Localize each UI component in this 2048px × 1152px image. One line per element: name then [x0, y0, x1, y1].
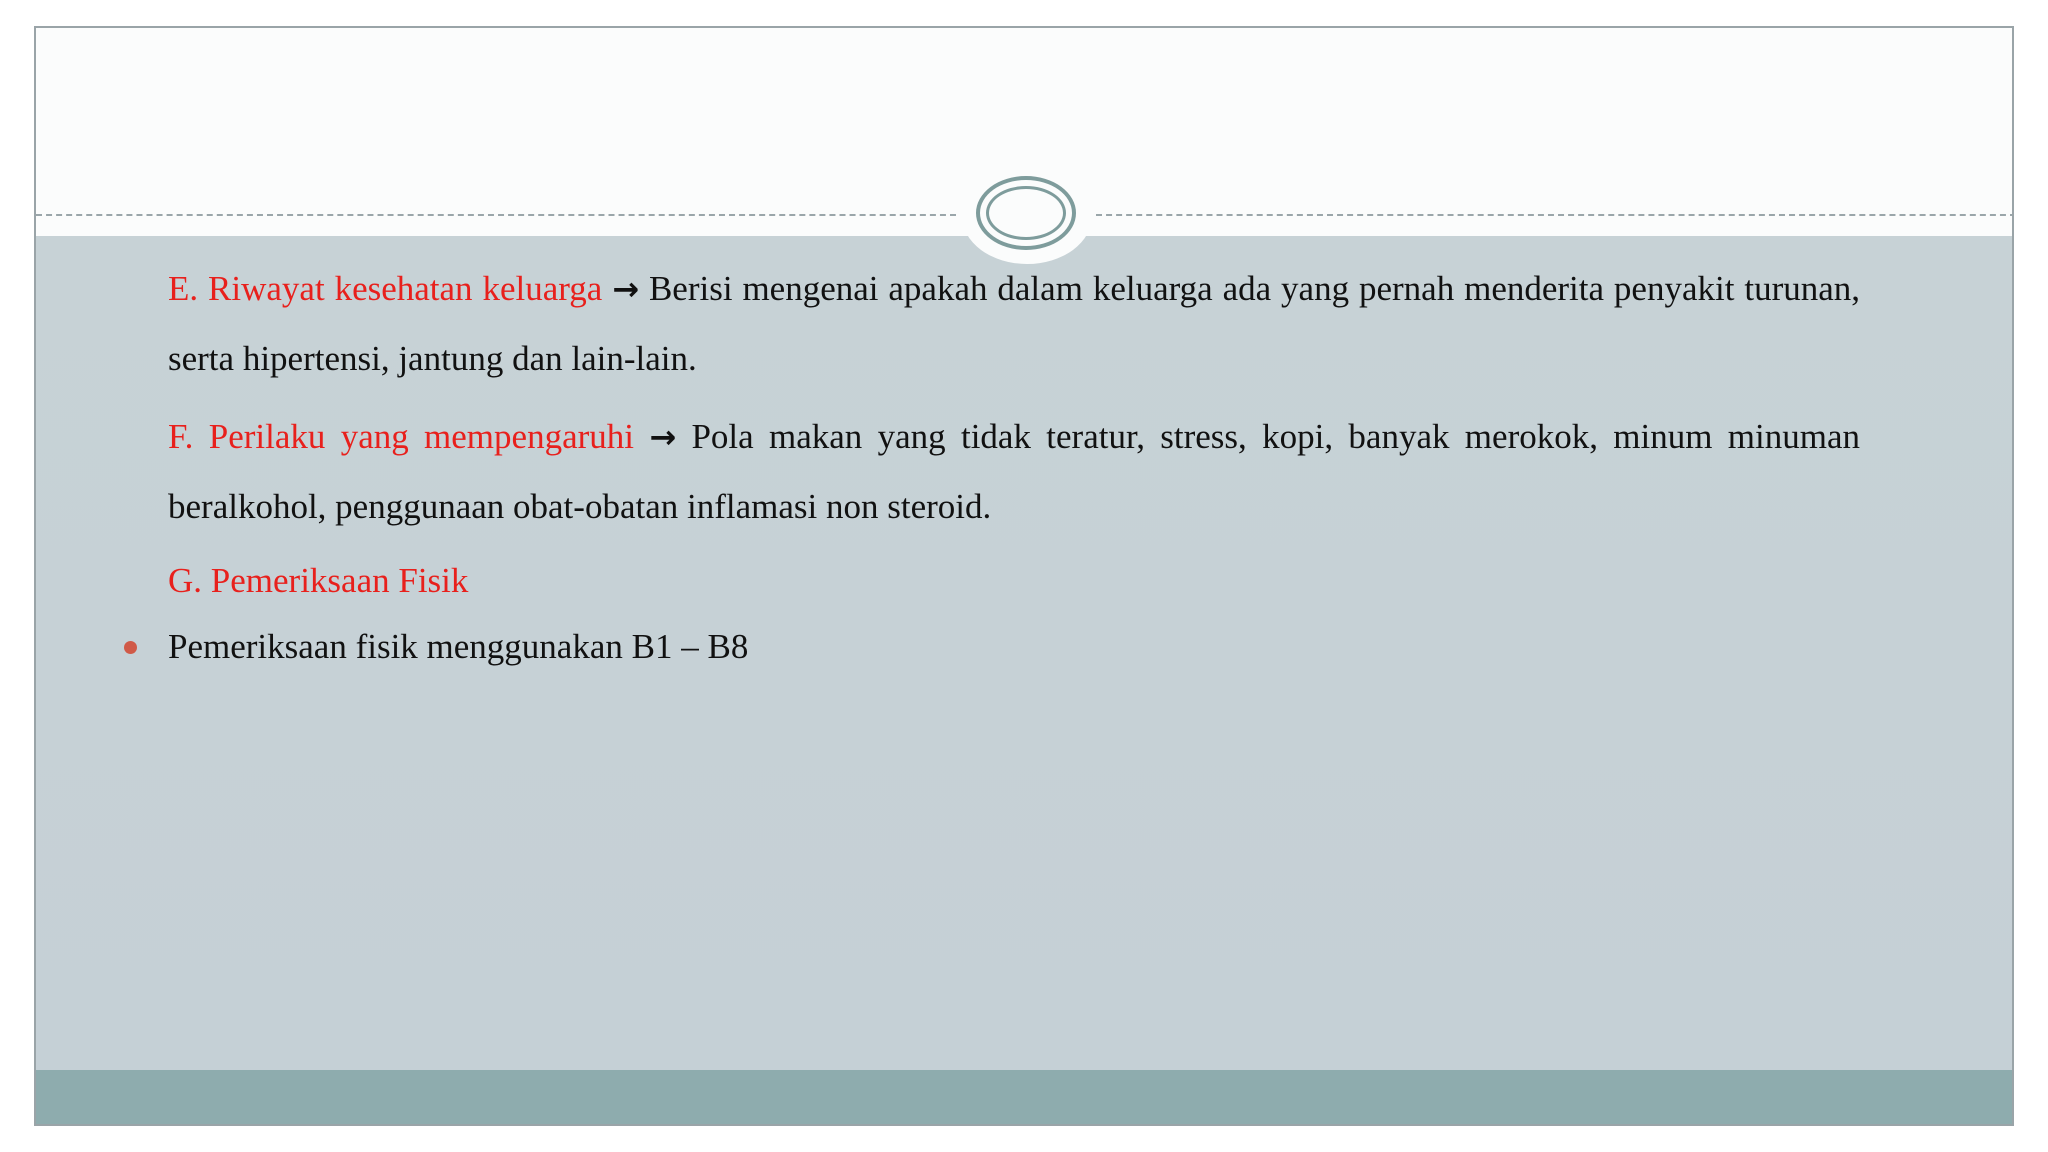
section-f-heading: F. Perilaku yang mempengaruhi: [168, 417, 634, 456]
section-f: [168, 402, 1860, 542]
section-f-text: Pola makan yang tidak teratur, stress, kopi, banyak merokok, minum minuman beralkohol, penggunaan obat-obatan inflamasi non steroid.: [168, 417, 1860, 526]
bullet-item: [168, 614, 1860, 680]
medallion-inner-ring: [986, 186, 1066, 240]
header-divider-right: [1096, 214, 2014, 216]
bullet-text: Pemeriksaan fisik menggunakan B1 – B8: [168, 627, 749, 666]
section-e-heading: E. Riwayat kesehatan keluarga: [168, 269, 603, 308]
header-divider-left: [36, 214, 956, 216]
medallion-ornament-icon: [976, 176, 1076, 250]
arrow-right-icon: →: [649, 418, 677, 456]
section-e: [168, 254, 1860, 394]
section-e-text: Berisi mengenai apakah dalam keluarga ada yang pernah menderita penyakit turunan, serta hipertensi, jantung dan lain-lain.: [168, 269, 1861, 378]
section-g-heading: G. Pemeriksaan Fisik: [168, 561, 469, 600]
bullet-dot-icon: [124, 641, 137, 654]
arrow-right-icon: →: [612, 270, 640, 308]
slide-footer-band: [36, 1070, 2012, 1124]
slide-body: [168, 254, 1860, 680]
